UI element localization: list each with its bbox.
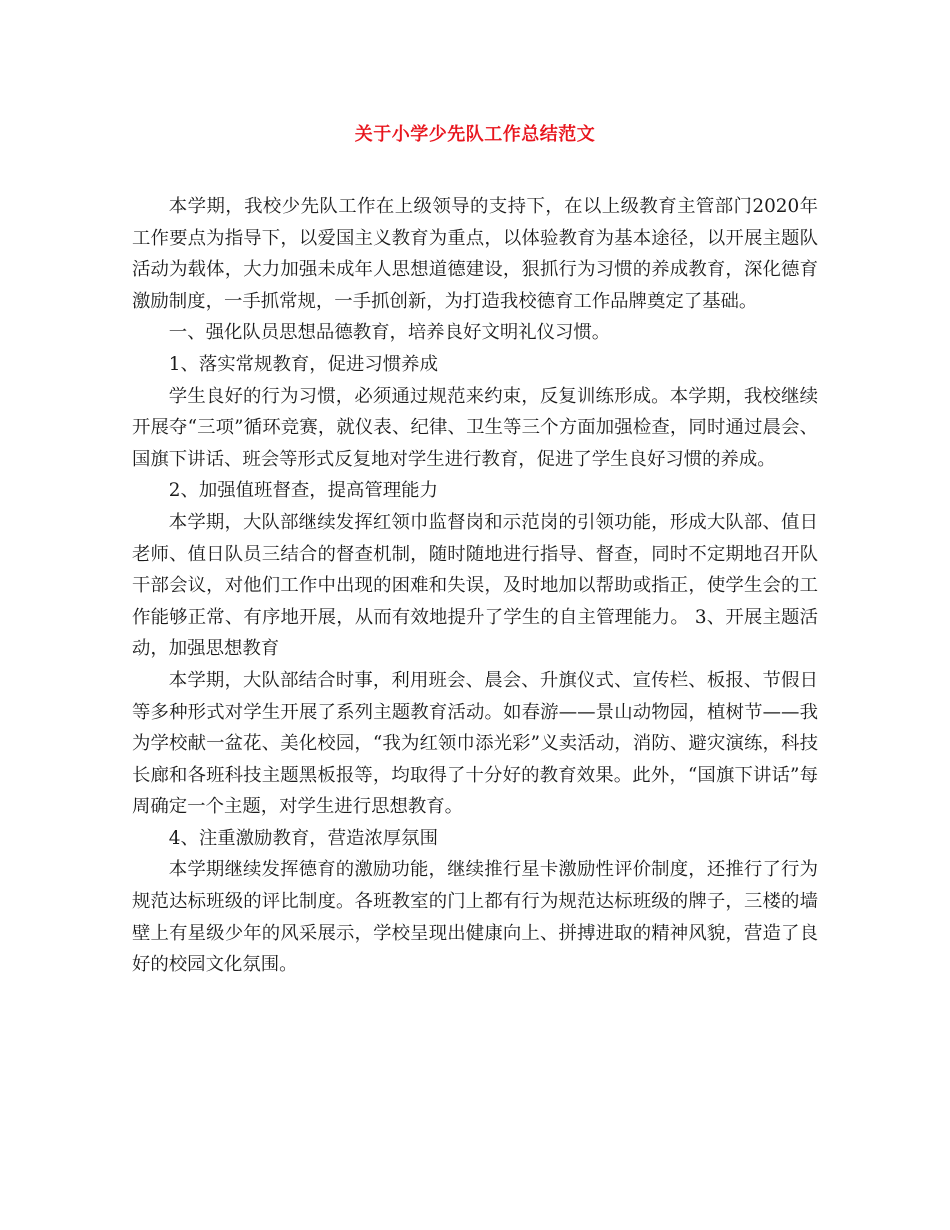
subheading-1: 1、落实常规教育，促进习惯养成: [168, 353, 438, 375]
paragraph-habits: 学生良好的行为习惯，必须通过规范来约束，反复训练形成。本学期，我校继续开展夺“三项”循环竞赛，就仪表、纪律、卫生等三个方面加强检查，同时通过晨会、国旗下讲话、班会等形式反复地对学生进行教育，促进了学生良好习惯的养成。: [132, 385, 818, 470]
document-body: [132, 191, 818, 981]
paragraph-supervision: 本学期，大队部继续发挥红领巾监督岗和示范岗的引领功能，形成大队部、值日老师、值日队员三结合的督查机制，随时随地进行指导、督查，同时不定期地召开队干部会议，对他们工作中出现的困难和失误，及时地加以帮助或指正，使学生会的工作能够正常、有序地开展，从而有效地提升了学生的自主管理能力。 3、开展主题活动，加强思想教育: [132, 511, 818, 660]
document-title: 关于小学少先队工作总结范文: [354, 124, 596, 145]
paragraph-incentives: 本学期继续发挥德育的激励功能，继续推行星卡激励性评价制度，还推行了行为规范达标班级的评比制度。各班教室的门上都有行为规范达标班级的牌子，三楼的墙壁上有星级少年的风采展示，学校呈现出健康向上、拼搏进取的精神风貌，营造了良好的校园文化氛围。: [132, 859, 818, 976]
section-heading-1: 一、强化队员思想品德教育，培养良好文明礼仪习惯。: [168, 322, 611, 344]
paragraph-intro: 本学期，我校少先队工作在上级领导的支持下，在以上级教育主管部门2020年工作要点为指导下，以爱国主义教育为重点，以体验教育为基本途径，以开展主题队活动为载体，大力加强未成年人思想道德建设，狠抓行为习惯的养成教育，深化德育激励制度，一手抓常规，一手抓创新，为打造我校德育工作品牌奠定了基础。: [132, 196, 818, 312]
subheading-2: 2、加强值班督查，提高管理能力: [168, 480, 438, 502]
subheading-4: 4、注重激励教育，营造浓厚氛围: [168, 827, 438, 849]
paragraph-activities: 本学期，大队部结合时事，利用班会、晨会、升旗仪式、宣传栏、板报、节假日等多种形式对学生开展了系列主题教育活动。如春游——景山动物园，植树节——我为学校献一盆花、美化校园，“我为红领巾添光彩”义卖活动，消防、避灾演练，科技长廊和各班科技主题黑板报等，均取得了十分好的教育效果。此外，“国旗下讲话”每周确定一个主题，对学生进行思想教育。: [132, 669, 818, 818]
